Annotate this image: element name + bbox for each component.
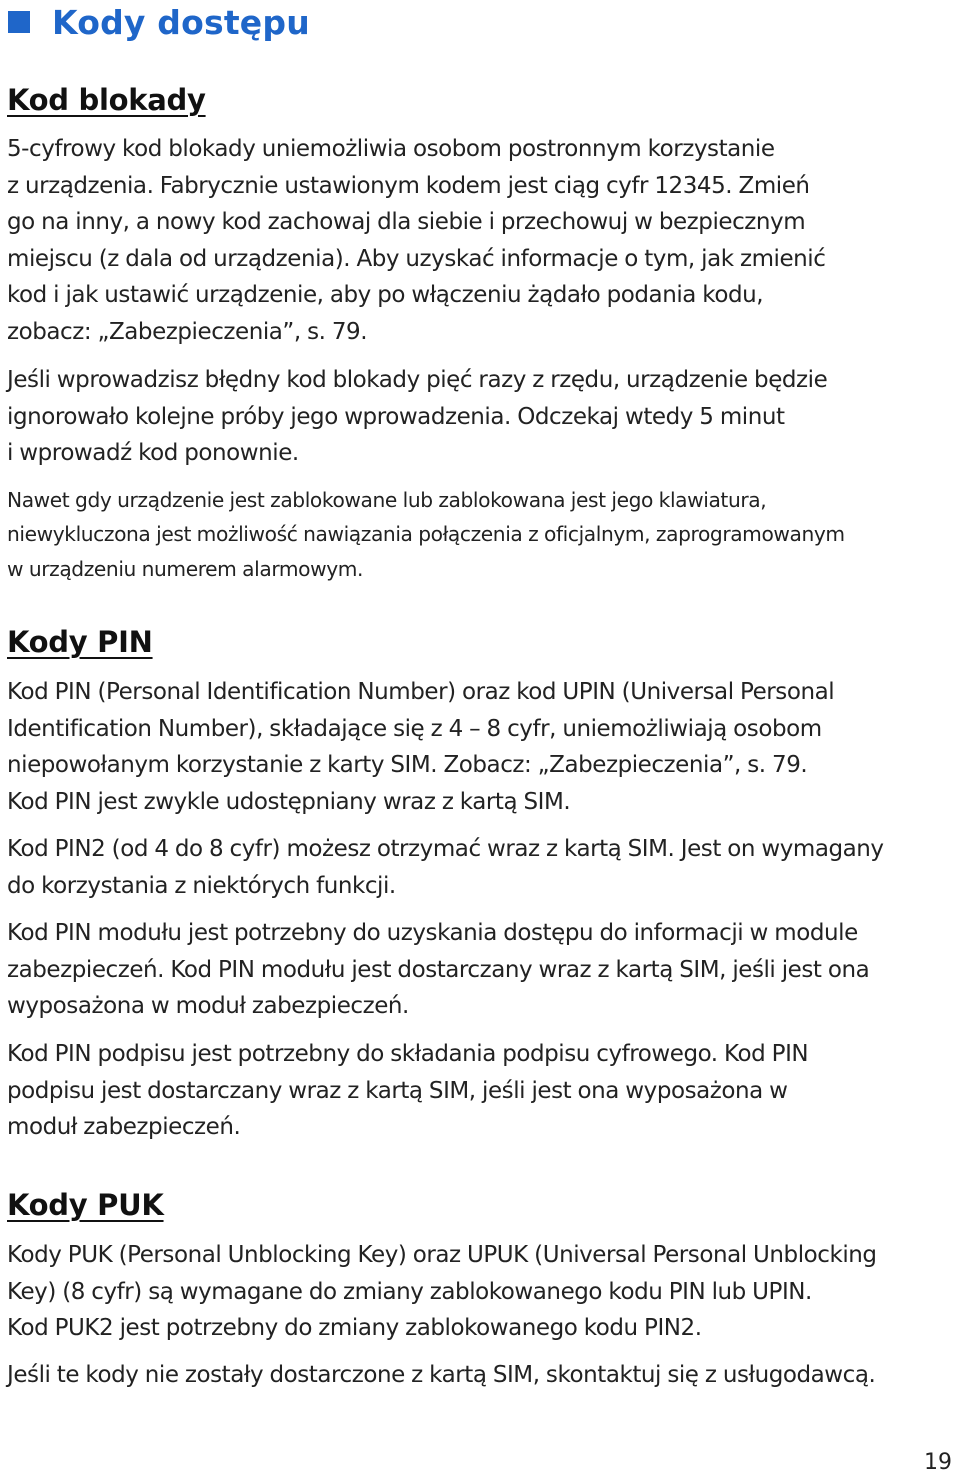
text-line: podpisu jest dostarczany wraz z kartą SIM, jeśli jest ona wyposażona w [7, 1077, 788, 1104]
text-line: Kody PUK (Personal Unblocking Key) oraz UPUK (Universal Personal Unblocking [7, 1242, 877, 1268]
text-line: 5-cyfrowy kod blokady uniemożliwia osobom postronnym korzystanie [7, 136, 775, 162]
text-line: z urządzenia. Fabrycznie ustawionym kodem jest ciąg cyfr 12345. Zmień [7, 172, 810, 199]
text-line: Kod PUK2 jest potrzebny do zmiany zablokowanego kodu PIN2. [7, 1315, 702, 1342]
text-line: ignorowało kolejne próby jego wprowadzenia. Odczekaj wtedy 5 minut [7, 403, 785, 430]
paragraph-signing-pin [7, 1036, 937, 1146]
paragraph-pin-intro [7, 674, 937, 820]
text-line: go na inny, a nowy kod zachowaj dla siebie i przechowuj w bezpiecznym [7, 209, 806, 236]
page-title: Kody dostępu [52, 2, 310, 42]
text-line: Kod PIN jest zwykle udostępniany wraz z kartą SIM. [7, 788, 571, 815]
text-line: Kod PIN modułu jest potrzebny do uzyskania dostępu do informacji w module [7, 920, 858, 946]
paragraph-lock-emergency-note [7, 483, 937, 586]
text-line: niewykluczona jest możliwość nawiązania połączenia z oficjalnym, zaprogramowanym [7, 522, 845, 547]
page-header [7, 4, 310, 40]
text-line: Key) (8 cyfr) są wymagane do zmiany zablokowanego kodu PIN lub UPIN. [7, 1278, 812, 1305]
text-line: Kod PIN2 (od 4 do 8 cyfr) możesz otrzymać wraz z kartą SIM. Jest on wymagany [7, 836, 884, 862]
text-line: w urządzeniu numerem alarmowym. [7, 556, 364, 581]
text-line: Jeśli wprowadzisz błędny kod blokady pięć razy z rzędu, urządzenie będzie [7, 367, 828, 393]
paragraph-pin2 [7, 831, 937, 904]
header-square-icon [8, 11, 30, 33]
text-line: Jeśli te kody nie zostały dostarczone z kartą SIM, skontaktuj się z usługodawcą. [7, 1362, 876, 1388]
text-line: Nawet gdy urządzenie jest zablokowane lub zablokowana jest jego klawiatura, [7, 488, 767, 512]
paragraph-lock-intro [7, 131, 937, 351]
section-title-lock-code: Kod blokady [7, 83, 206, 117]
text-line: kod i jak ustawić urządzenie, aby po włączeniu żądało podania kodu, [7, 282, 764, 309]
section-title-puk-codes: Kody PUK [7, 1188, 164, 1222]
paragraph-puk-contact [7, 1357, 937, 1394]
section-title-pin-codes: Kody PIN [7, 625, 153, 659]
paragraph-module-pin [7, 915, 937, 1025]
text-line: zabezpieczeń. Kod PIN modułu jest dostarczany wraz z kartą SIM, jeśli jest ona [7, 956, 870, 983]
text-line: Identification Number), składające się z 4 – 8 cyfr, uniemożliwiają osobom [7, 715, 822, 742]
text-line: i wprowadź kod ponownie. [7, 440, 299, 467]
text-line: zobacz: „Zabezpieczenia”, s. 79. [7, 318, 368, 345]
text-line: wyposażona w moduł zabezpieczeń. [7, 993, 409, 1020]
text-line: Kod PIN (Personal Identification Number) oraz kod UPIN (Universal Personal [7, 679, 835, 705]
text-line: Kod PIN podpisu jest potrzebny do składania podpisu cyfrowego. Kod PIN [7, 1041, 809, 1067]
text-line: miejscu (z dala od urządzenia). Aby uzyskać informacje o tym, jak zmienić [7, 245, 826, 272]
paragraph-lock-wrong-entries [7, 362, 937, 472]
paragraph-puk-intro [7, 1237, 937, 1347]
text-line: moduł zabezpieczeń. [7, 1114, 241, 1141]
page-number: 19 [924, 1450, 952, 1475]
text-line: niepowołanym korzystanie z karty SIM. Zobacz: „Zabezpieczenia”, s. 79. [7, 752, 808, 779]
text-line: do korzystania z niektórych funkcji. [7, 872, 396, 899]
